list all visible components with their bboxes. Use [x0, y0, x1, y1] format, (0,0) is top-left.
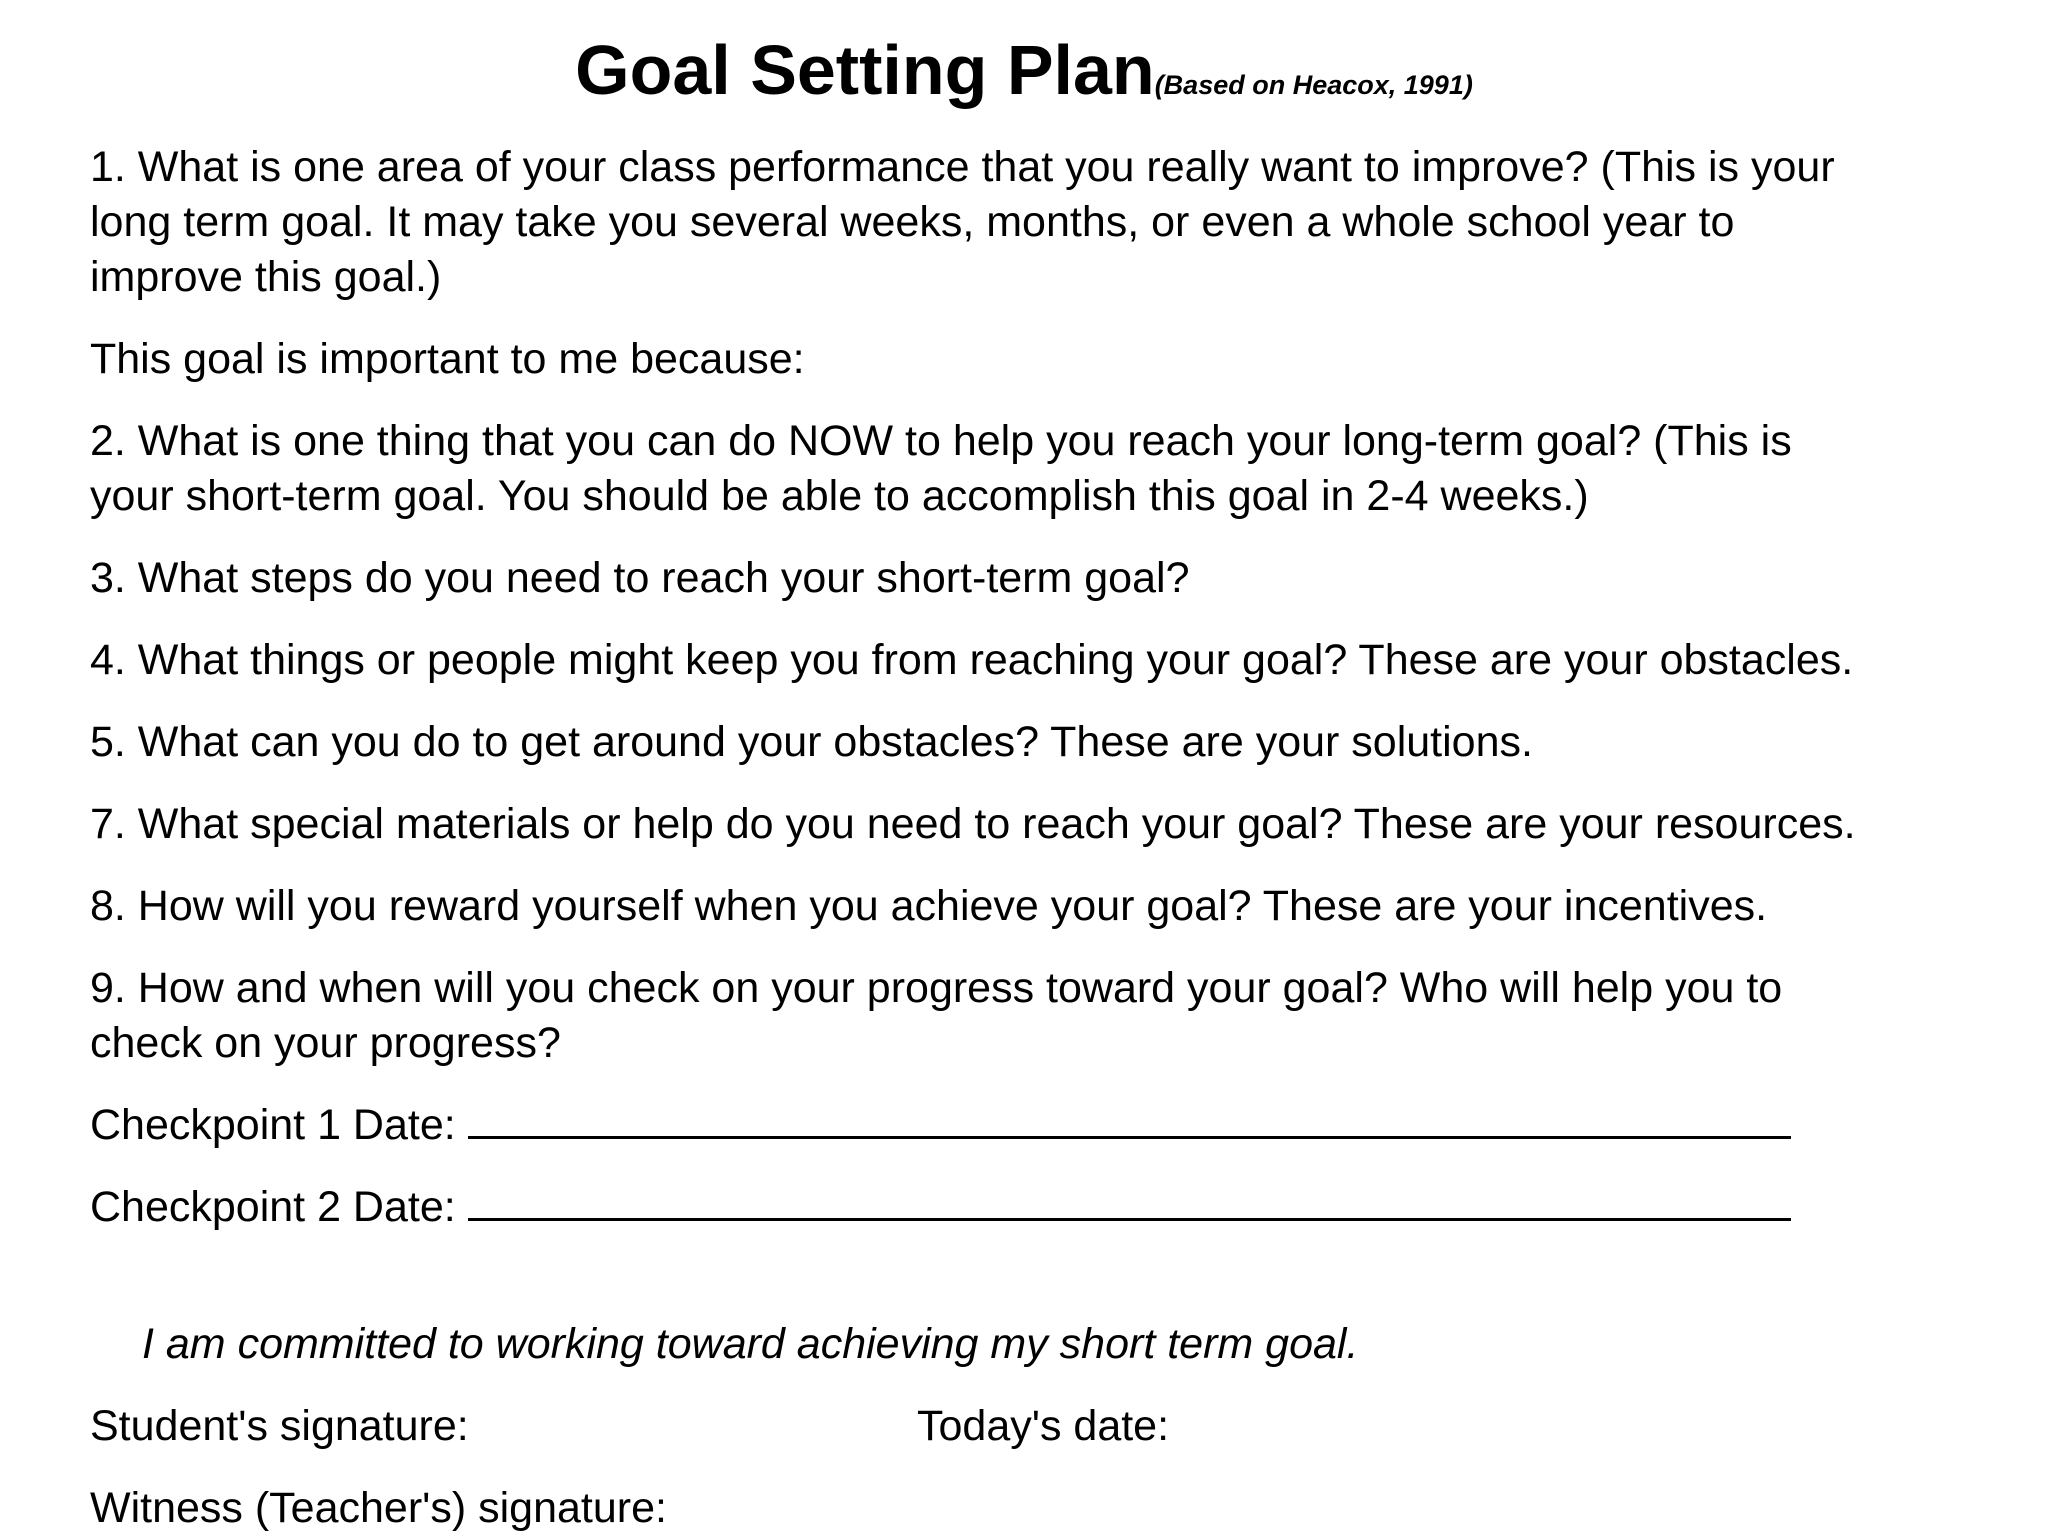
todays-date-label: Today's date: — [917, 1402, 1170, 1450]
question-8: 8. How will you reward yourself when you achieve your goal? These are your incentives. — [90, 882, 1768, 930]
question-1-line-2: long term goal. It may take you several weeks, months, or even a whole school year to — [90, 198, 1735, 246]
question-5: 5. What can you do to get around your obstacles? These are your solutions. — [90, 718, 1533, 766]
title-main: Goal Setting Plan — [575, 31, 1155, 109]
checkpoint-1-date-blank[interactable] — [468, 1098, 1791, 1139]
checkpoint-2-label: Checkpoint 2 Date: — [90, 1183, 456, 1231]
question-2-line-1: 2. What is one thing that you can do NOW to help you reach your long-term goal? (This is — [90, 417, 1792, 465]
question-2-line-2: your short-term goal. You should be able to accomplish this goal in 2-4 weeks.) — [90, 472, 1589, 520]
title-attribution: (Based on Heacox, 1991) — [1154, 70, 1473, 100]
question-3: 3. What steps do you need to reach your short-term goal? — [90, 554, 1190, 602]
question-9-line-1: 9. How and when will you check on your progress toward your goal? Who will help you to — [90, 964, 1783, 1012]
question-9-line-2: check on your progress? — [90, 1019, 561, 1067]
question-1-line-3: improve this goal.) — [90, 253, 442, 301]
checkpoint-2-row — [90, 1180, 1791, 1235]
witness-signature-label: Witness (Teacher's) signature: — [90, 1484, 667, 1532]
checkpoint-1-label: Checkpoint 1 Date: — [90, 1101, 456, 1149]
question-1-line-1: 1. What is one area of your class performance that you really want to improve? (This is your — [90, 143, 1835, 191]
question-4: 4. What things or people might keep you from reaching your goal? These are your obstacles. — [90, 636, 1854, 684]
goal-importance-prompt: This goal is important to me because: — [90, 335, 805, 383]
page-title — [0, 30, 2048, 110]
student-signature-label: Student's signature: — [90, 1402, 469, 1450]
commitment-statement: I am committed to working toward achieving my short term goal. — [142, 1320, 1359, 1368]
question-7: 7. What special materials or help do you need to reach your goal? These are your resources. — [90, 800, 1856, 848]
checkpoint-1-row — [90, 1098, 1791, 1153]
checkpoint-2-date-blank[interactable] — [468, 1180, 1791, 1221]
